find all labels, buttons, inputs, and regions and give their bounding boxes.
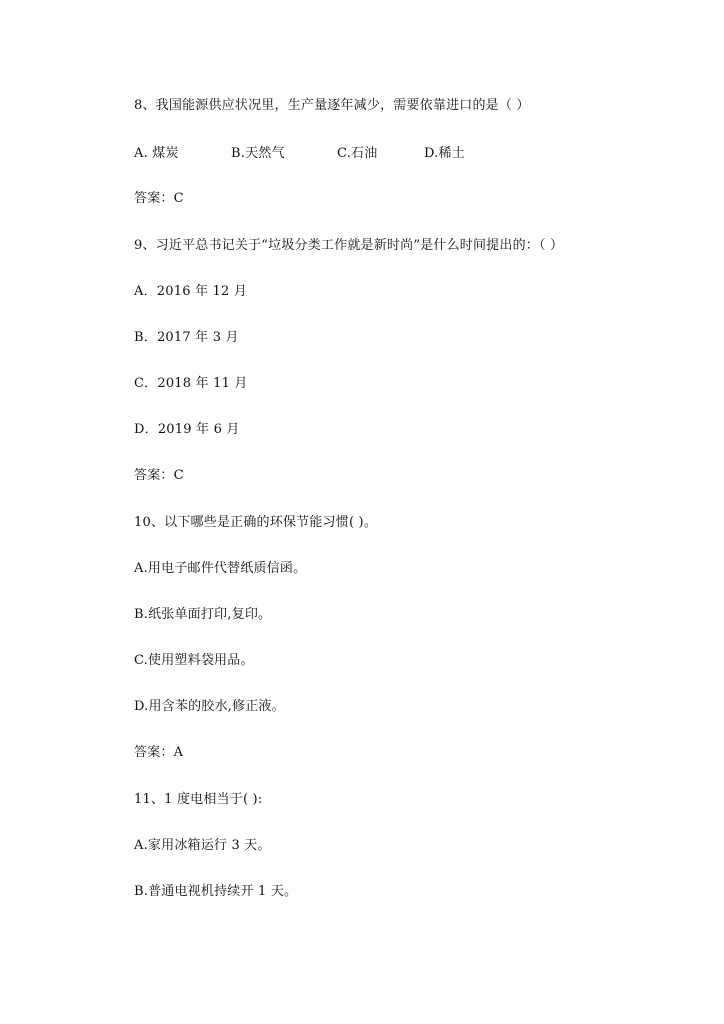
question-9-answer: 答案：C (134, 468, 184, 483)
question-9-option-d: D．2019 年 6 月 (134, 422, 240, 437)
question-9-option-a: A．2016 年 12 月 (134, 284, 248, 299)
question-11-stem: 11、1 度电相当于( ): (134, 792, 263, 807)
question-10-option-d: D.用含苯的胶水,修正液。 (134, 699, 285, 714)
question-8-answer: 答案：C (134, 191, 184, 206)
question-9-option-c: C．2018 年 11 月 (134, 376, 248, 391)
question-8-option-d: D.稀土 (424, 146, 465, 161)
question-11-option-b: B.普通电视机持续开 1 天。 (134, 884, 298, 899)
question-10-answer: 答案：A (134, 745, 184, 760)
question-10-option-a: A.用电子邮件代替纸质信函。 (134, 561, 307, 576)
question-10-option-c: C.使用塑料袋用品。 (134, 653, 254, 668)
question-8-option-a: A. 煤炭 (134, 146, 179, 161)
question-8-option-b: B.天然气 (231, 146, 285, 161)
question-9-option-b: B．2017 年 3 月 (134, 330, 239, 345)
question-11-option-a: A.家用冰箱运行 3 天。 (134, 838, 271, 853)
question-9-stem: 9、习近平总书记关于“垃圾分类工作就是新时尚”是什么时间提出的：（ ） (134, 238, 564, 253)
question-10-stem: 10、以下哪些是正确的环保节能习惯( )。 (134, 515, 378, 530)
question-8-option-c: C.石油 (337, 146, 378, 161)
question-8-stem: 8、我国能源供应状况里，生产量逐年减少，需要依靠进口的是（ ） (134, 98, 530, 113)
question-10-option-b: B.纸张单面打印,复印。 (134, 607, 272, 622)
